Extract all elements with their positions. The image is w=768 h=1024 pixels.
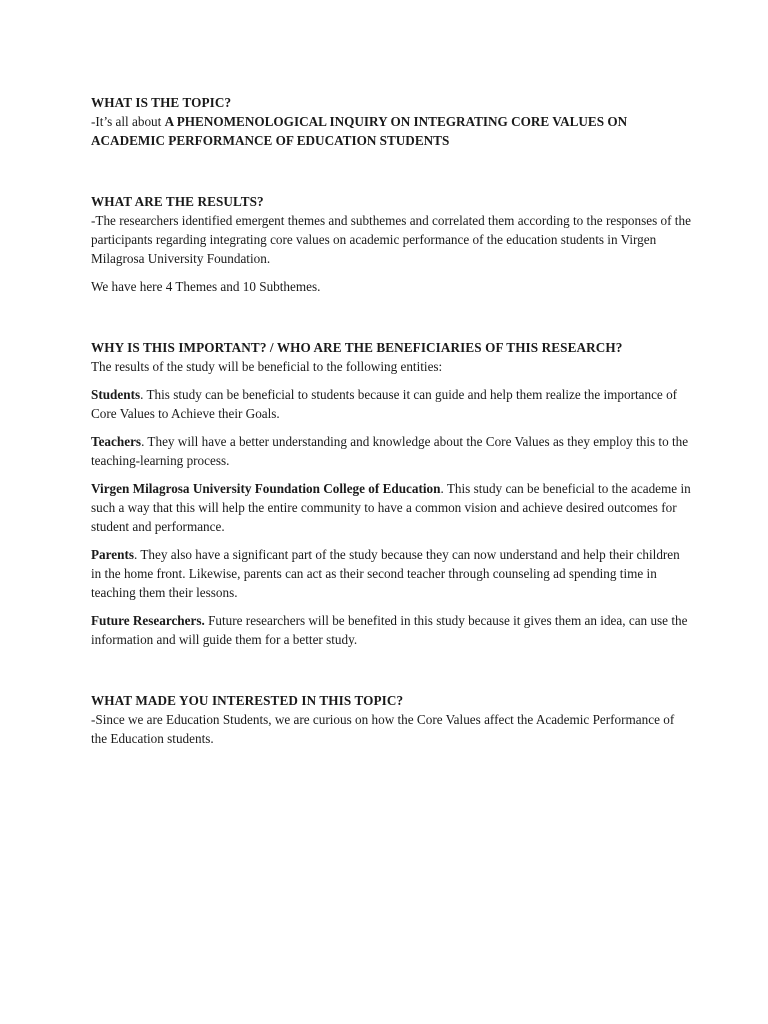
topic-heading: WHAT IS THE TOPIC?	[91, 95, 232, 110]
importance-intro: The results of the study will be beneficial to the following entities:	[91, 359, 443, 374]
beneficiary-students	[91, 385, 691, 423]
beneficiary-term: Virgen Milagrosa University Foundation College of Education	[91, 481, 441, 496]
interest-heading: WHAT MADE YOU INTERESTED IN THIS TOPIC?	[91, 693, 404, 708]
interest-paragraph: -Since we are Education Students, we are curious on how the Core Values affect the Academic Performance of the Education students.	[91, 712, 675, 746]
topic-prefix: -It’s all about	[91, 114, 165, 129]
beneficiary-teachers	[91, 432, 691, 470]
beneficiary-text: Future researchers will be benefited in this study because it gives them an idea, can use the information and will guide them for a better study.	[91, 613, 688, 647]
beneficiary-term: Students	[91, 387, 141, 402]
beneficiary-term: Teachers	[91, 434, 142, 449]
beneficiary-text: . They also have a significant part of the study because they can now understand and help their children in the home front. Likewise, parents can act as their second teacher through counseling ad spending time in teaching them their lessons.	[91, 547, 680, 600]
importance-section	[91, 338, 691, 649]
interest-section	[91, 691, 691, 748]
results-section	[91, 192, 691, 296]
beneficiary-text: . This study can be beneficial to the academe in such a way that this will help the entire community to have a common vision and achieve desired outcomes for student and performance.	[91, 481, 691, 534]
beneficiary-future-researchers	[91, 611, 691, 649]
document-page	[91, 93, 691, 748]
topic-section	[91, 93, 691, 150]
topic-title: A PHENOMENOLOGICAL INQUIRY ON INTEGRATING CORE VALUES ON ACADEMIC PERFORMANCE OF EDUCATION STUDENTS	[91, 114, 628, 148]
beneficiary-term: Future Researchers.	[91, 613, 205, 628]
results-paragraph: -The researchers identified emergent themes and subthemes and correlated them according to the responses of the participants regarding integrating core values on academic performance of the education students in Virgen Milagrosa University Foundation.	[91, 213, 691, 266]
beneficiary-college	[91, 479, 691, 536]
topic-statement	[91, 112, 691, 150]
beneficiary-text: . This study can be beneficial to students because it can guide and help them realize the importance of Core Values to Achieve their Goals.	[91, 387, 678, 421]
importance-heading: WHY IS THIS IMPORTANT? / WHO ARE THE BENEFICIARIES OF THIS RESEARCH?	[91, 340, 623, 355]
results-summary: We have here 4 Themes and 10 Subthemes.	[91, 279, 321, 294]
results-heading: WHAT ARE THE RESULTS?	[91, 194, 264, 209]
beneficiary-parents	[91, 545, 691, 602]
beneficiary-text: . They will have a better understanding and knowledge about the Core Values as they employ this to the teaching-learning process.	[91, 434, 689, 468]
beneficiary-term: Parents	[91, 547, 134, 562]
